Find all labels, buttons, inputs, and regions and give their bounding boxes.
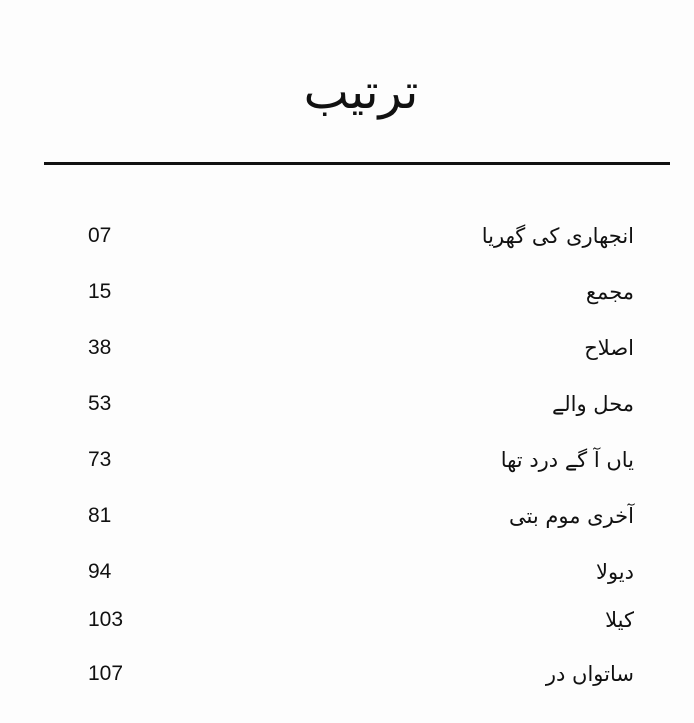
toc-entry-title: انجھاری کی گھریا xyxy=(481,224,634,248)
toc-row xyxy=(60,440,640,480)
toc-page-number: 15 xyxy=(88,280,112,303)
toc-page-number: 73 xyxy=(88,448,112,471)
toc-page-number: 81 xyxy=(88,504,112,527)
toc-row xyxy=(60,384,640,424)
toc-row xyxy=(60,496,640,536)
toc-entry-title: مجمع xyxy=(585,280,634,304)
toc-row xyxy=(60,600,640,640)
toc-row xyxy=(60,272,640,312)
toc-page-number: 103 xyxy=(88,608,124,631)
toc-page-number: 94 xyxy=(88,560,112,583)
toc-row xyxy=(60,654,640,694)
toc-entry-title: کیلا xyxy=(605,608,634,632)
toc-page-number: 107 xyxy=(88,662,124,685)
toc-row xyxy=(60,552,640,592)
toc-row xyxy=(60,216,640,256)
toc-row xyxy=(60,328,640,368)
toc-entry-title: یاں آ گے درد تھا xyxy=(500,448,634,472)
toc-page-number: 38 xyxy=(88,336,112,359)
toc-entry-title: دیولا xyxy=(595,560,634,584)
toc-entry-title: آخری موم بتی xyxy=(509,504,634,528)
toc-entry-title: ساتواں در xyxy=(545,662,634,686)
toc-entry-title: محل والے xyxy=(551,392,634,416)
toc-page-number: 07 xyxy=(88,224,112,247)
toc-page-number: 53 xyxy=(88,392,112,415)
page-title: ترتیب xyxy=(303,64,419,120)
toc-entry-title: اصلاح xyxy=(584,336,634,360)
